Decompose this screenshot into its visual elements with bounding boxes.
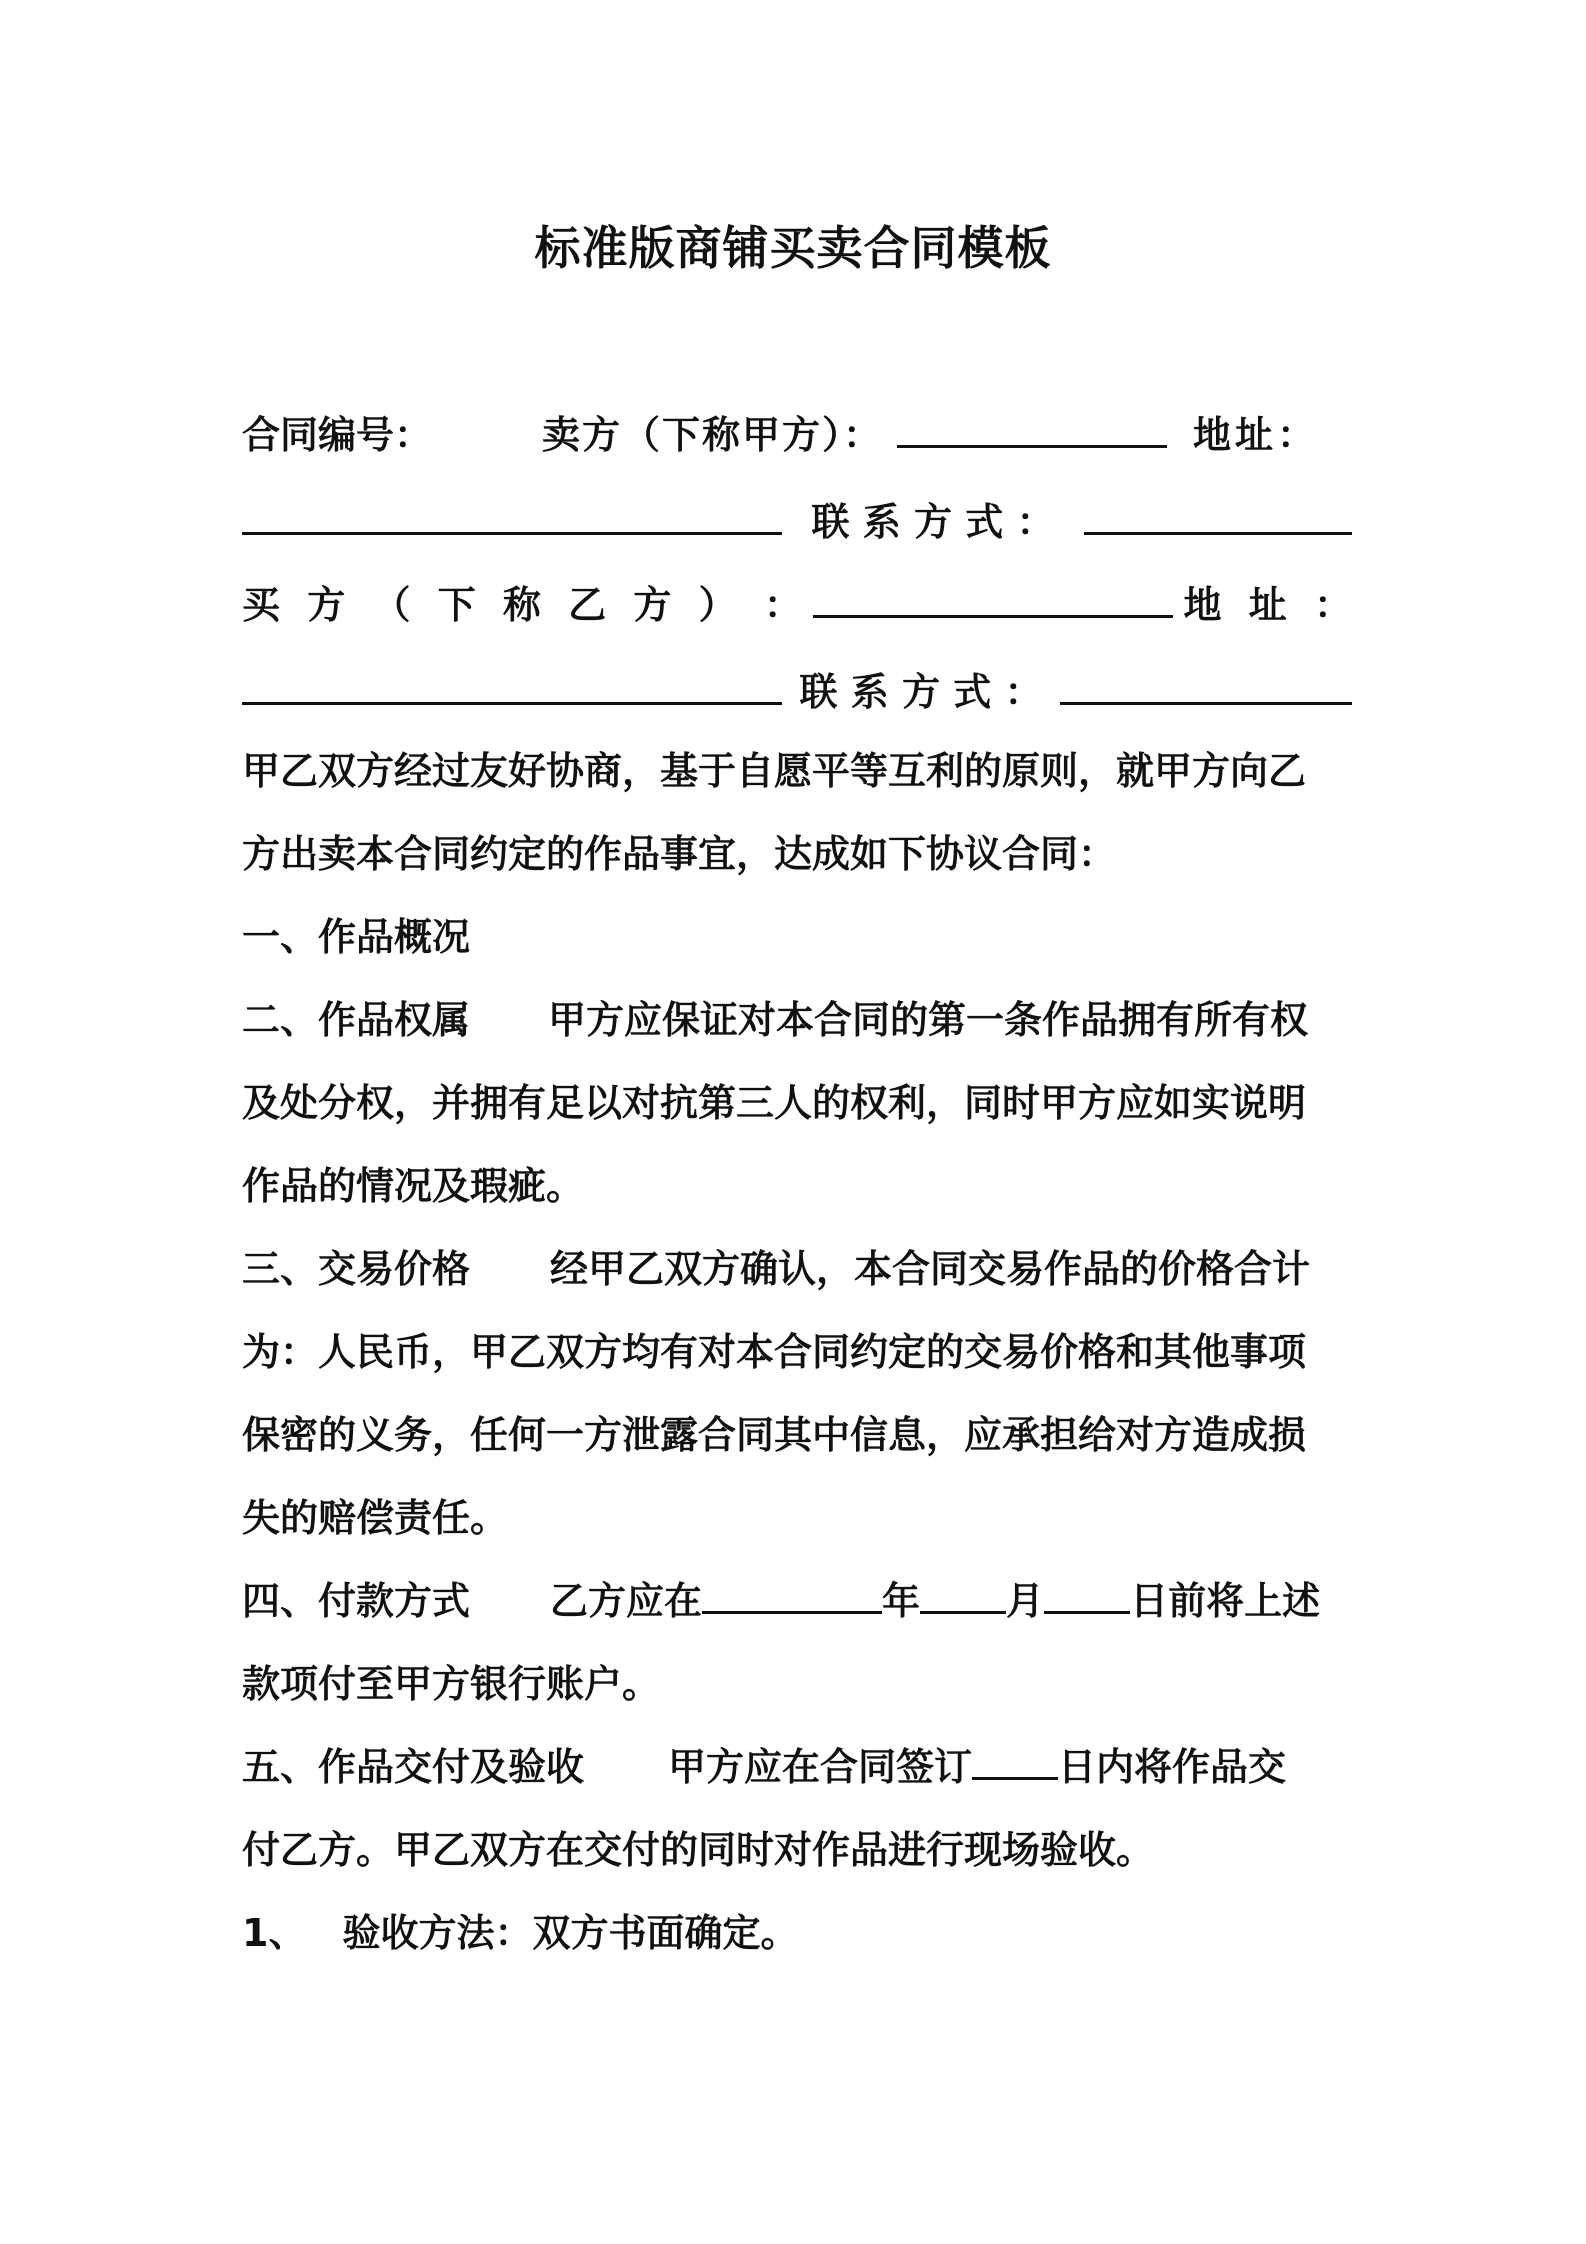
- section-2-line-3: 作品的情况及瑕疵。: [242, 1164, 585, 1208]
- seller-contact-blank: [1084, 502, 1352, 535]
- section-5-line-1: [242, 1742, 1352, 1792]
- intro-line-2: 方出卖本合同约定的作品事宜，达成如下协议合同：: [242, 832, 1117, 876]
- section-5-text-b: 日内将作品交: [1058, 1745, 1287, 1789]
- document-title: 标准版商铺买卖合同模板: [534, 221, 1052, 275]
- section-4-line-2: 款项付至甲方银行账户。: [242, 1662, 661, 1706]
- contract-no-label: 合同编号：: [242, 413, 433, 457]
- section-3-line-3: 保密的义务，任何一方泄露合同其中信息，应承担给对方造成损: [242, 1413, 1307, 1457]
- section-4-text-tail: 日前将上述: [1130, 1579, 1321, 1623]
- item-1-text: 验收方法：双方书面确定。: [342, 1911, 799, 1955]
- seller-label: 卖方（下称甲方）：: [542, 413, 884, 457]
- section-3-text-1: 经甲乙双方确认，本合同交易作品的价格合计: [550, 1247, 1311, 1291]
- section-2-line-2: 及处分权，并拥有足以对抗第三人的权利，同时甲方应如实说明: [242, 1081, 1307, 1125]
- day-blank: [1044, 1581, 1130, 1614]
- buyer-label: 买 方 （ 下 称 乙 方 ） ：: [242, 583, 802, 627]
- section-5-text-a: 甲方应在合同签订: [668, 1745, 973, 1789]
- contact-label-1: 联 系 方 式 ：: [811, 500, 1055, 544]
- year-label: 年: [882, 1579, 921, 1623]
- intro-line-1: 甲乙双方经过友好协商，基于自愿平等互利的原则，就甲方向乙: [242, 749, 1307, 793]
- buyer-blank: [813, 585, 1173, 618]
- seller-blank: [897, 415, 1167, 448]
- section-5-line-2: 付乙方。甲乙双方在交付的同时对作品进行现场验收。: [242, 1828, 1155, 1872]
- address-label-1: 地址：: [1193, 413, 1320, 457]
- section-2-text-1: 甲方应保证对本合同的第一条作品拥有所有权: [548, 998, 1309, 1042]
- item-1-number: 1、: [242, 1911, 307, 1955]
- section-3-line-1: [242, 1244, 1352, 1294]
- address-label-2: 地 址 ：: [1183, 583, 1352, 627]
- item-1-line: [242, 1908, 1352, 1958]
- month-label: 月: [1006, 1579, 1045, 1623]
- header-line-1: [242, 410, 1352, 460]
- header-line-4: [242, 667, 1352, 717]
- header-line-2: [242, 497, 1352, 547]
- contact-label-2: 联 系 方 式 ：: [799, 670, 1043, 714]
- section-5-heading: 五、作品交付及验收: [242, 1745, 585, 1789]
- section-2-heading: 二、作品权属: [242, 998, 471, 1042]
- section-1-heading: 一、作品概况: [242, 915, 471, 959]
- section-4-line-1: [242, 1576, 1352, 1626]
- days-blank: [972, 1747, 1058, 1780]
- month-blank: [920, 1581, 1006, 1614]
- buyer-contact-blank: [1060, 672, 1352, 705]
- buyer-address-blank: [242, 672, 782, 705]
- section-2-line-1: [242, 995, 1352, 1045]
- section-3-heading: 三、交易价格: [242, 1247, 471, 1291]
- header-line-3: [242, 580, 1352, 630]
- year-blank: [702, 1581, 882, 1614]
- section-4-heading: 四、付款方式: [242, 1579, 471, 1623]
- seller-address-blank: [242, 502, 782, 535]
- section-4-text-a: 乙方应在: [550, 1579, 703, 1623]
- section-3-line-4: 失的赔偿责任。: [242, 1496, 509, 1540]
- section-3-line-2: 为：人民币，甲乙双方均有对本合同约定的交易价格和其他事项: [242, 1330, 1307, 1374]
